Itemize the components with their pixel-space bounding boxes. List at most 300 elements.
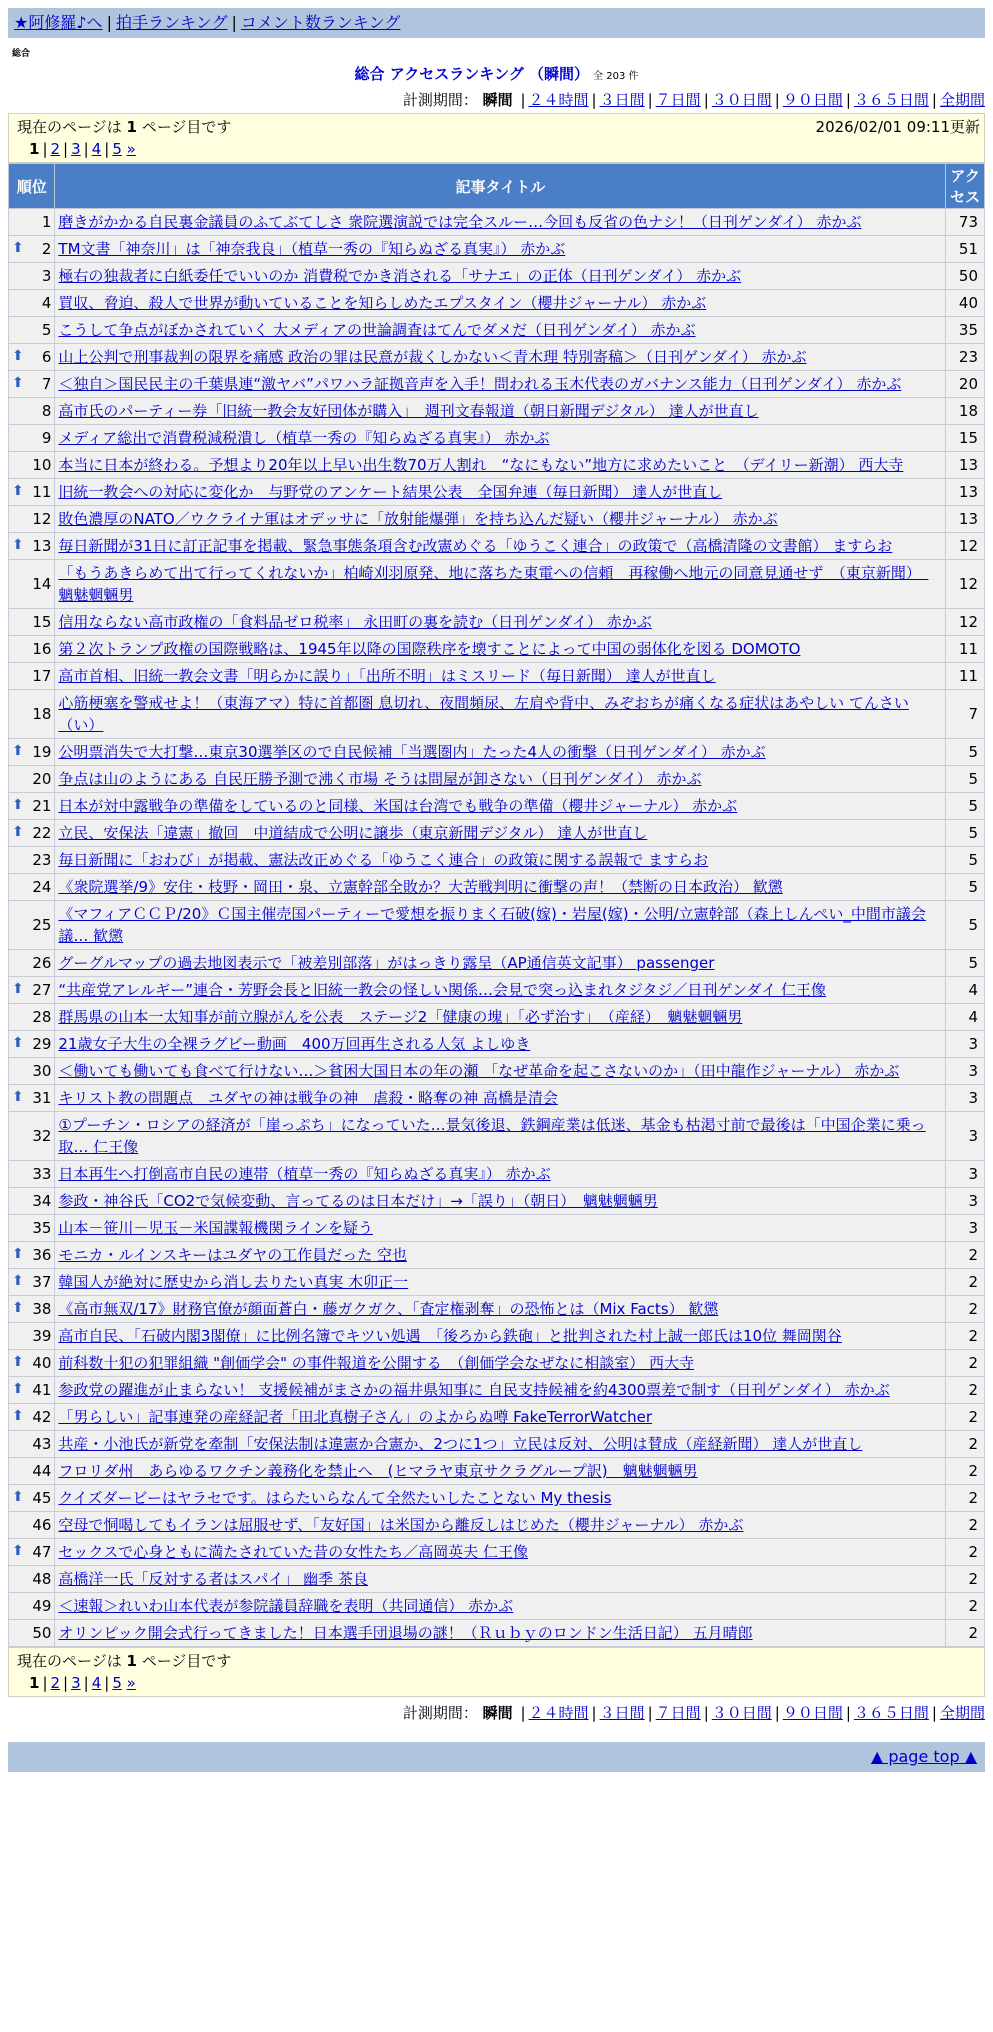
separator: | [42,1674,48,1692]
rank-cell [9,425,55,452]
rank-cell [9,901,55,950]
title-cell [55,950,946,977]
total-count: 全 203 件 [593,71,639,82]
rank-cell [9,793,55,820]
separator: | [83,1674,89,1692]
up-arrow-icon: ⬆ [12,1089,24,1105]
article-link[interactable]: 公明票消失で大打撃…東京30選挙区ので自民候補「当選圏内」たった4人の衝撃（日刊ゲンダイ） 赤かぶ [58,743,766,761]
rank-number: 49 [32,1597,52,1615]
access-count: 5 [946,766,985,793]
article-link[interactable]: 参政・神谷氏「CO2で気候変動、言ってるのは日本だけ」→「誤り」（朝日） 魑魅魍魎男 [58,1192,658,1210]
article-link[interactable]: 毎日新聞が31日に訂正記事を掲載、緊急事態条項含む改憲めぐる「ゆうこく連合」の政策で（高橋清隆の文書館） ますらお [58,537,893,555]
page [8,0,985,1772]
up-arrow-icon: ⬆ [12,1035,24,1051]
article-link[interactable]: 日本が対中露戦争の準備をしているのと同様、米国は台湾でも戦争の準備（櫻井ジャーナル） 赤かぶ [58,797,738,815]
period-link[interactable]: ３日間 [599,91,645,109]
access-count: 12 [946,609,985,636]
title-cell [55,1431,946,1458]
bottom-bar [8,1742,985,1772]
access-count: 20 [946,371,985,398]
rank-cell [9,820,55,847]
rank-number: 6 [41,348,52,366]
rank-cell [9,766,55,793]
period-link[interactable]: ３０日間 [711,1704,772,1722]
article-link[interactable]: ＜働いても働いても食べて行けない…＞貧困大国日本の年の瀬 「なぜ革命を起こさないのか」（田中龍作ジャーナル） 赤かぶ [58,1062,900,1080]
rank-cell [9,452,55,479]
article-link[interactable]: 日本再生へ打倒高市自民の連帯（植草一秀の『知らぬざる真実』） 赤かぶ [58,1165,551,1183]
separator: | [703,91,709,109]
rank-cell [9,1215,55,1242]
table-row [9,950,985,977]
table-row [9,1485,985,1512]
period-link[interactable]: ３日間 [599,1704,645,1722]
separator: | [845,1704,851,1722]
access-count: 35 [946,317,985,344]
page-heading [8,63,985,84]
up-arrow-icon: ⬆ [12,824,24,840]
access-count: 15 [946,425,985,452]
rank-number: 17 [32,667,52,685]
article-link[interactable]: メディア総出で消費税減税潰し（植草一秀の『知らぬざる真実』） 赤かぶ [58,429,550,447]
table-row [9,1031,985,1058]
title-cell [55,739,946,766]
article-link[interactable]: オリンピック開会式行ってきました！日本選手団退場の謎！（Ｒｕｂｙのロンドン生活日記） 五月晴郎 [58,1624,753,1642]
title-cell [55,1161,946,1188]
rank-number: 19 [32,743,52,761]
table-row [9,977,985,1004]
article-link[interactable]: 敗色濃厚のNATO／ウクライナ軍はオデッサに「放射能爆弾」を持ち込んだ疑い（櫻井ジャーナル） 赤かぶ [58,510,778,528]
access-count: 5 [946,901,985,950]
title-cell [55,533,946,560]
title-cell [55,1085,946,1112]
table-row [9,793,985,820]
title-cell [55,371,946,398]
table-row [9,479,985,506]
table-row [9,1458,985,1485]
up-arrow-icon: ⬆ [12,1300,24,1316]
table-row [9,1161,985,1188]
comment-ranking-link[interactable]: コメント数ランキング [240,13,401,32]
title-cell [55,1323,946,1350]
page-link[interactable]: 3 [71,140,81,158]
rank-cell [9,1404,55,1431]
title-cell [55,1593,946,1620]
article-link[interactable]: 毎日新聞に「おわび」が掲載、憲法改正めぐる「ゆうこく連合」の政策に関する誤報で ますらお [58,851,709,869]
rank-number: 47 [32,1543,52,1561]
article-link[interactable]: 信用ならない高市政権の「食料品ゼロ税率」 永田町の裏を読む（日刊ゲンダイ） 赤かぶ [58,613,652,631]
article-link[interactable]: 空母で恫喝してもイランは屈服せず、「友好国」は米国から離反しはじめた（櫻井ジャーナル） 赤かぶ [58,1516,744,1534]
period-link[interactable]: ７日間 [655,91,701,109]
page-link[interactable]: 2 [50,1674,61,1692]
page-link[interactable]: 2 [50,140,61,158]
rank-cell [9,398,55,425]
period-link[interactable]: 全期間 [939,91,985,109]
title-cell [55,1188,946,1215]
access-count: 2 [946,1377,985,1404]
article-link[interactable]: 21歳女子大生の全裸ラグビー動画 400万回再生される人気 よしゆき [58,1035,531,1053]
access-count: 2 [946,1620,985,1647]
title-cell [55,766,946,793]
table-row [9,209,985,236]
title-cell [55,344,946,371]
article-link[interactable]: 買収、脅迫、殺人で世界が動いていることを知らしめたエプスタイン（櫻井ジャーナル） 赤かぶ [58,294,707,312]
table-row [9,1269,985,1296]
page-link[interactable]: 3 [71,1674,81,1692]
access-count: 2 [946,1539,985,1566]
up-arrow-icon: ⬆ [12,1273,24,1289]
separator: | [703,1704,709,1722]
access-count: 2 [946,1431,985,1458]
article-link[interactable]: “共産党アレルギー”連合・芳野会長と旧統一教会の怪しい関係…会見で突っ込まれタジタジ／日刊ゲンダイ 仁王像 [58,981,826,999]
table-row [9,1404,985,1431]
rank-cell [9,1242,55,1269]
article-link[interactable]: 「男らしい」記事連発の産経記者「田北真樹子さん」のよからぬ噂 FakeTerrorWatcher [58,1408,653,1426]
rank-number: 27 [32,981,52,999]
article-link[interactable]: 第２次トランプ政権の国際戦略は、1945年以降の国際秩序を壊すことによって中国の弱体化を図る DOMOTO [58,640,801,658]
period-link[interactable]: ７日間 [655,1704,701,1722]
rank-number: 2 [41,240,52,258]
period-link[interactable]: ９０日間 [782,1704,843,1722]
rank-cell [9,636,55,663]
rank-number: 3 [41,267,52,285]
period-links [517,91,985,109]
page-link[interactable]: 5 [112,1674,122,1692]
separator: | [63,1674,69,1692]
access-count: 5 [946,793,985,820]
rank-cell [9,1350,55,1377]
title-cell [55,901,946,950]
up-arrow-icon: ⬆ [12,1381,24,1397]
rank-cell [9,560,55,609]
article-link[interactable]: 高市氏のパーティー券「旧統一教会友好団体が購入」 週刊文春報道（朝日新聞デジタル） 達人が世直し [58,402,759,420]
access-count: 73 [946,209,985,236]
page-links [17,1672,980,1694]
access-count: 51 [946,236,985,263]
period-link[interactable]: ３６５日間 [853,1704,929,1722]
period-link[interactable]: ３６５日間 [853,91,929,109]
page-top-link[interactable]: ▲ page top ▲ [870,1747,977,1766]
separator: | [647,1704,653,1722]
article-link[interactable]: クイズダービーはヤラセです。はらたいらなんて全然たいしたことない My thesis [58,1489,612,1507]
rank-number: 39 [32,1327,52,1345]
article-link[interactable]: 群馬県の山本一太知事が前立腺がんを公表 ステージ2「健康の塊」「必ず治す」 （産経） 魑魅魍魎男 [58,1008,743,1026]
access-count: 5 [946,950,985,977]
table-row [9,1539,985,1566]
article-link[interactable]: ＜速報＞れいわ山本代表が参院議員辞職を表明（共同通信） 赤かぶ [58,1597,514,1615]
table-row [9,317,985,344]
article-link[interactable]: TM文書「神奈川」は「神奈我良」（植草一秀の『知らぬざる真実』） 赤かぶ [58,240,566,258]
page-status: 現在のページは 1 ページ目です [17,118,232,136]
title-cell [55,209,946,236]
period-selector-bottom [8,1702,985,1726]
separator: | [42,140,48,158]
next-page-link[interactable]: » [126,140,136,158]
rank-cell [9,344,55,371]
rank-header: 順位 [9,164,55,209]
article-link[interactable]: 参政党の躍進が止まらない！ 支援候補がまさかの福井県知事に 自民支持候補を約4300票差で制す（日刊ゲンダイ） 赤かぶ [58,1381,890,1399]
next-page-link[interactable]: » [126,1674,136,1692]
up-arrow-icon: ⬆ [12,743,24,759]
rank-cell [9,1539,55,1566]
article-link[interactable]: 争点は山のようにある 自民圧勝予測で沸く市場 そうは問屋が卸さない（日刊ゲンダイ） 赤かぶ [58,770,702,788]
title-cell [55,609,946,636]
current-page: 1 [29,140,40,158]
article-link[interactable]: 「もうあきらめて出て行ってくれないか」柏崎刈羽原発、地に落ちた東電への信頼 再稼働へ地元の同意見通せず （東京新聞） 魑魅魍魎男 [58,564,929,604]
rank-number: 44 [32,1462,52,1480]
table-row [9,609,985,636]
rank-number: 34 [32,1192,52,1210]
article-link[interactable]: 山本－笹川－児玉－米国諜報機関ラインを疑う [58,1219,373,1237]
access-count: 3 [946,1188,985,1215]
rank-number: 37 [32,1273,52,1291]
table-row [9,820,985,847]
title-cell [55,1404,946,1431]
article-link[interactable]: 山上公判で刑事裁判の限界を痛感 政治の罪は民意が裁くしかない＜青木理 特別寄稿＞（日刊ゲンダイ） 赤かぶ [58,348,807,366]
rank-number: 35 [32,1219,52,1237]
rank-cell [9,874,55,901]
title-cell [55,1269,946,1296]
title-cell [55,317,946,344]
period-current: 瞬間 [482,91,513,109]
title-cell [55,290,946,317]
access-count: 2 [946,1350,985,1377]
rank-cell [9,1188,55,1215]
article-link[interactable]: キリスト教の問題点 ユダヤの神は戦争の神 虐殺・略奪の神 高橋是清会 [58,1089,558,1107]
nav-separator: | [106,13,112,32]
separator: | [845,91,851,109]
rank-cell [9,317,55,344]
rank-number: 9 [41,429,52,447]
article-link[interactable]: 本当に日本が終わる。予想より20年以上早い出生数70万人割れ “なにもない”地方に求めたいこと （デイリー新潮） 西大寺 [58,456,904,474]
article-link[interactable]: 《衆院選挙/9》安住・枝野・岡田・泉、立憲幹部全敗か？大苦戦判明に衝撃の声！（禁断の日本政治） 歓懲 [58,878,783,896]
rank-number: 26 [32,954,52,972]
up-arrow-icon: ⬆ [12,1408,24,1424]
rank-cell [9,209,55,236]
article-link[interactable]: 高市自民、「石破内閣3閣僚」に比例名簿でキツい処遇 「後ろから鉄砲」と批判された村上誠一郎氏は10位 舞岡関谷 [58,1327,842,1345]
table-row [9,739,985,766]
title-cell [55,263,946,290]
article-link[interactable]: ＜独自＞国民民主の千葉県連“激ヤバ”パワハラ証拠音声を入手！問われる玉木代表のガバナンス能力（日刊ゲンダイ） 赤かぶ [58,375,902,393]
page-link[interactable]: 4 [91,1674,102,1692]
rank-number: 10 [32,456,52,474]
article-link[interactable]: 旧統一教会への対応に変化か 与野党のアンケート結果公表 全国弁連（毎日新聞） 達人が世直し [58,483,723,501]
title-cell [55,1031,946,1058]
separator: | [774,1704,780,1722]
separator: | [931,91,937,109]
rank-number: 20 [32,770,52,788]
separator: | [104,1674,110,1692]
table-row [9,236,985,263]
access-count: 4 [946,1004,985,1031]
page-link[interactable]: 4 [91,140,102,158]
table-row [9,1566,985,1593]
rank-cell [9,1085,55,1112]
access-count: 50 [946,263,985,290]
article-link[interactable]: モニカ・ルインスキーはユダヤの工作員だった 空也 [58,1246,407,1264]
rank-number: 23 [32,851,52,869]
access-count: 2 [946,1512,985,1539]
rank-cell [9,1112,55,1161]
access-count: 2 [946,1269,985,1296]
article-link[interactable]: 高橋洋一氏「反対する者はスパイ」 幽季 茶良 [58,1570,368,1588]
table-row [9,874,985,901]
access-count: 11 [946,663,985,690]
rank-cell [9,290,55,317]
article-link[interactable]: 心筋梗塞を警戒せよ！（東海アマ）特に首都圏 息切れ、夜間頻尿、左肩や背中、みぞおちが痛くなる症状はあやしい てんさい（い） [58,694,909,734]
table-row [9,290,985,317]
period-link[interactable]: ９０日間 [782,91,843,109]
access-count: 12 [946,560,985,609]
up-arrow-icon: ⬆ [12,348,24,364]
rank-number: 25 [32,916,52,934]
up-arrow-icon: ⬆ [12,1489,24,1505]
up-arrow-icon: ⬆ [12,537,24,553]
table-row [9,1512,985,1539]
separator: | [63,140,69,158]
rank-cell [9,1377,55,1404]
rank-number: 32 [32,1127,52,1145]
access-count: 2 [946,1242,985,1269]
rank-number: 41 [32,1381,52,1399]
table-row [9,371,985,398]
article-link[interactable]: 《マフィアＣＣＰ/20》Ｃ国主催売国パーティーで愛想を振りまく石破(嫁)・岩屋(嫁)・公明/立憲幹部（森上しんぺい_中間市議会議… 歓懲 [58,905,926,945]
title-cell [55,452,946,479]
table-row [9,263,985,290]
rank-cell [9,1485,55,1512]
article-link[interactable]: ①プーチン・ロシアの経済が「崖っぷち」になっていた…景気後退、鉄鋼産業は低迷、基金も枯渇寸前で最後は「中国企業に乗っ取… 仁王像 [58,1116,926,1156]
access-count: 2 [946,1458,985,1485]
title-cell [55,847,946,874]
access-count: 13 [946,506,985,533]
article-link[interactable]: 韓国人が絶対に歴史から消し去りたい真実 木卯正一 [58,1273,409,1291]
article-link[interactable]: 磨きがかかる自民裏金議員のふてぶてしさ 衆院選演説では完全スルー…今回も反省の色ナシ！（日刊ゲンダイ） 赤かぶ [58,213,862,231]
table-row [9,1296,985,1323]
rank-number: 33 [32,1165,52,1183]
access-count: 2 [946,1404,985,1431]
title-cell [55,690,946,739]
period-selector-top [8,89,985,113]
period-label: 計測期間： [402,91,478,109]
page-links [17,138,980,160]
access-count: 7 [946,690,985,739]
separator: | [520,1704,526,1722]
rank-number: 11 [32,483,52,501]
rank-cell [9,479,55,506]
rank-cell [9,533,55,560]
article-link[interactable]: フロリダ州 あらゆるワクチン義務化を禁止へ (ヒマラヤ東京サクラグループ訳) 魑魅魍魎男 [58,1462,698,1480]
title-cell [55,1485,946,1512]
period-current: 瞬間 [482,1704,513,1722]
page-title: 総合 アクセスランキング （瞬間） [354,65,590,83]
rank-cell [9,609,55,636]
updated-time: 2026/02/01 09:11更新 [815,118,980,136]
title-cell [55,1215,946,1242]
rank-cell [9,1004,55,1031]
table-row [9,1085,985,1112]
period-link[interactable]: ３０日間 [711,91,772,109]
page-link[interactable]: 5 [112,140,122,158]
access-count: 3 [946,1215,985,1242]
article-link[interactable]: 前科数十犯の犯罪組織 "創価学会" の事件報道を公開する （創価学会なぜなに相談室） 西大寺 [58,1354,695,1372]
article-link[interactable]: 共産・小池氏が新党を牽制「安保法制は違憲か合憲か、2つに1つ」立民は反対、公明は賛成（産経新聞） 達人が世直し [58,1435,863,1453]
article-link[interactable]: セックスで心身ともに満たされていた昔の女性たち／高岡英夫 仁王像 [58,1543,529,1561]
rank-cell [9,1323,55,1350]
separator: | [591,1704,597,1722]
period-label: 計測期間： [402,1704,478,1722]
access-count: 2 [946,1566,985,1593]
title-cell [55,1004,946,1031]
table-row [9,452,985,479]
article-link[interactable]: グーグルマップの過去地図表示で「被差別部落」がはっきり露呈（AP通信英文記事） passenger [58,954,715,972]
table-row [9,425,985,452]
table-row [9,1112,985,1161]
rank-number: 22 [32,824,52,842]
access-count: 2 [946,1485,985,1512]
title-cell [55,1377,946,1404]
rank-number: 46 [32,1516,52,1534]
title-cell [55,1620,946,1647]
article-link[interactable]: 立民、安保法「違憲」撤回 中道結成で公明に譲歩（東京新聞デジタル） 達人が世直し [58,824,648,842]
article-link[interactable]: 極右の独裁者に白紙委任でいいのか 消費税でかき消される「サナエ」の正体（日刊ゲンダイ） 赤かぶ [58,267,742,285]
separator: | [931,1704,937,1722]
access-count: 3 [946,1031,985,1058]
table-row [9,901,985,950]
rank-number: 48 [32,1570,52,1588]
up-arrow-icon: ⬆ [12,375,24,391]
title-cell [55,636,946,663]
pager-top [8,113,985,163]
access-count: 11 [946,636,985,663]
article-link[interactable]: 《高市無双/17》財務官僚が顔面蒼白・藤ガクガク、「査定権剥奪」の恐怖とは（Mix Facts） 歓懲 [58,1300,719,1318]
home-link[interactable]: ★阿修羅♪へ [14,13,103,32]
rank-cell [9,1593,55,1620]
access-count: 2 [946,1593,985,1620]
period-link[interactable]: ２４時間 [528,91,589,109]
title-cell [55,1242,946,1269]
rank-cell [9,847,55,874]
access-count: 5 [946,847,985,874]
table-row [9,1323,985,1350]
title-cell [55,236,946,263]
rank-cell [9,1031,55,1058]
table-row [9,1431,985,1458]
table-row [9,1350,985,1377]
article-link[interactable]: 高市首相、旧統一教会文書「明らかに誤り」「出所不明」はミスリード（毎日新聞） 達人が世直し [58,667,716,685]
title-cell [55,1058,946,1085]
rank-cell [9,739,55,766]
rank-number: 30 [32,1062,52,1080]
title-cell [55,425,946,452]
table-row [9,506,985,533]
rank-number: 16 [32,640,52,658]
period-link[interactable]: 全期間 [939,1704,985,1722]
rank-cell [9,1566,55,1593]
title-cell [55,560,946,609]
rank-number: 8 [41,402,52,420]
period-link[interactable]: ２４時間 [528,1704,589,1722]
rank-cell [9,371,55,398]
access-count: 23 [946,344,985,371]
table-row [9,636,985,663]
title-cell [55,479,946,506]
rank-cell [9,1058,55,1085]
rank-cell [9,263,55,290]
table-row [9,690,985,739]
article-link[interactable]: こうして争点がぼかされていく 大メディアの世論調査はてんでダメだ（日刊ゲンダイ） 赤かぶ [58,321,696,339]
rank-number: 50 [32,1624,52,1642]
rank-cell [9,1431,55,1458]
applause-ranking-link[interactable]: 拍手ランキング [115,13,228,32]
